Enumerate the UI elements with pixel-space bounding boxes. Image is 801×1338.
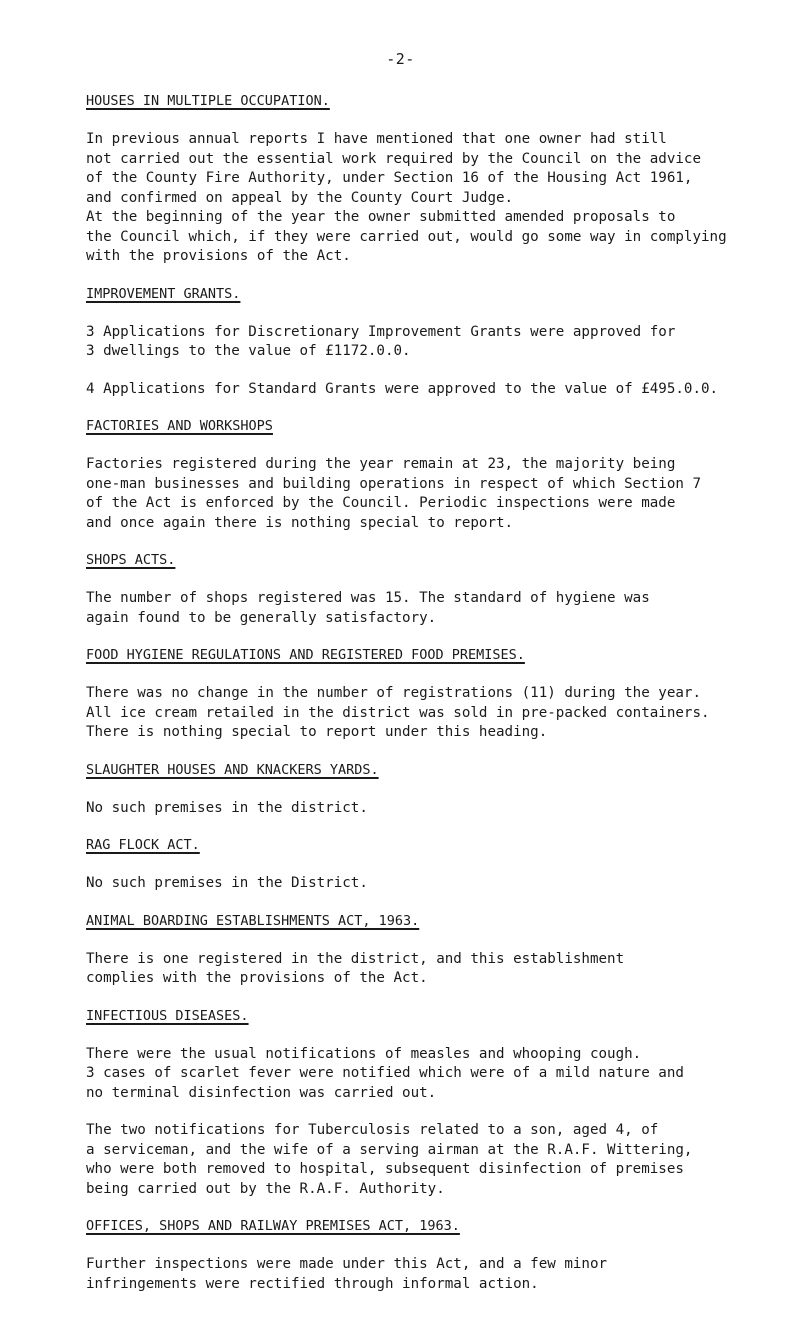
section-animal-boarding — [86, 912, 786, 989]
section-heading: SHOPS ACTS. — [86, 552, 176, 568]
section-heading: FOOD HYGIENE REGULATIONS AND REGISTERED FOOD PREMISES. — [86, 647, 525, 663]
section-paragraph: The two notifications for Tuberculosis related to a son, aged 4, of a serviceman, and the wife of a serving airman at the R.A.F. Wittering, who were both removed to hospital, subsequent disinfection of premises being carried out by the R.A.F. Authority. — [86, 1122, 693, 1197]
section-infectious-diseases — [86, 1007, 786, 1200]
section-slaughter-houses — [86, 761, 786, 819]
section-heading: FACTORIES AND WORKSHOPS — [86, 418, 273, 434]
section-heading: IMPROVEMENT GRANTS. — [86, 285, 241, 302]
section-factories-workshops — [86, 417, 786, 533]
section-paragraph: Further inspections were made under this Act, and a few minor infringements were rectified through informal action. — [86, 1256, 608, 1292]
section-paragraph: There was no change in the number of registrations (11) during the year. All ice cream retailed in the district was sold in pre-packed containers. There is nothing special to report under this heading. — [86, 685, 710, 740]
section-paragraph: In previous annual reports I have mentioned that one owner had still not carried out the essential work required by the Council on the advice of the County Fire Authority, under Section 16 of the Housing Act 1961, and confirmed on appeal by the County Court Judge. At the beginning of the year the owner submitted amended proposals to the Council which, if they were carried out, would go some way in complying with the provisions of the Act. — [86, 131, 727, 264]
section-heading: RAG FLOCK ACT. — [86, 837, 200, 853]
section-heading: ANIMAL BOARDING ESTABLISHMENTS ACT, 1963. — [86, 912, 420, 929]
section-paragraph: There is one registered in the district, and this establishment complies with the provisions of the Act. — [86, 950, 625, 986]
section-offices-shops-railway — [86, 1217, 786, 1294]
section-improvement-grants — [86, 285, 786, 400]
section-paragraph: The number of shops registered was 15. The standard of hygiene was again found to be generally satisfactory. — [86, 590, 650, 626]
section-paragraph: 4 Applications for Standard Grants were approved to the value of £495.0.0. — [86, 380, 719, 397]
section-heading: INFECTIOUS DISEASES. — [86, 1007, 249, 1024]
section-heading: SLAUGHTER HOUSES AND KNACKERS YARDS. — [86, 761, 379, 778]
section-heading: HOUSES IN MULTIPLE OCCUPATION. — [86, 93, 330, 109]
section-houses-multiple-occupation — [86, 92, 786, 267]
document-body — [86, 92, 786, 1312]
section-paragraph: Factories registered during the year remain at 23, the majority being one-man businesses and building operations in respect of which Section 7 of the Act is enforced by the Council. Periodic inspections were made and once again there is nothing special to report. — [86, 456, 701, 531]
section-paragraph: No such premises in the District. — [86, 875, 368, 891]
section-food-hygiene — [86, 646, 786, 743]
section-paragraph: No such premises in the district. — [86, 799, 368, 816]
section-shops-acts — [86, 551, 786, 628]
section-paragraph: 3 Applications for Discretionary Improvement Grants were approved for 3 dwellings to the value of £1172.0.0. — [86, 323, 676, 359]
section-rag-flock-act — [86, 836, 786, 894]
section-heading: OFFICES, SHOPS AND RAILWAY PREMISES ACT, 1963. — [86, 1218, 460, 1234]
page-number: -2- — [386, 50, 415, 68]
section-paragraph: There were the usual notifications of measles and whooping cough. 3 cases of scarlet fever were notified which were of a mild nature and no terminal disinfection was carried out. — [86, 1045, 684, 1101]
